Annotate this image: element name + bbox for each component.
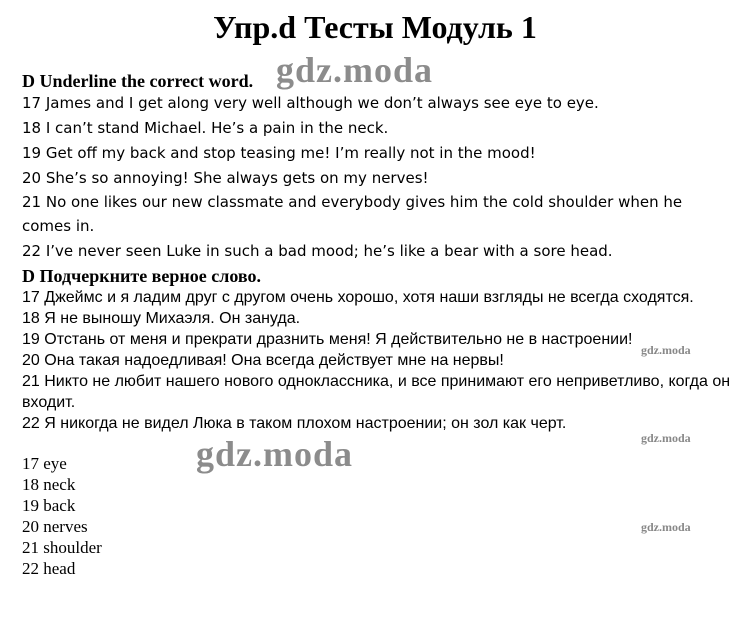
answer-18: 18 neck [22,475,76,494]
russian-heading: D Подчеркните верное слово. [22,266,262,286]
russian-line-18: 18 Я не выношу Михаэля. Он зануда. [22,310,301,327]
answer-19: 19 back [22,496,76,515]
russian-line-19: 19 Отстань от меня и прекрати дразнить меня! Я действительно не в настроении! [22,331,633,348]
english-line-21: 21 No one likes our new classmate and everybody gives him the cold shoulder when he comes in. [22,193,683,235]
watermark-large: gdz.moda [196,434,354,474]
answer-22: 22 head [22,559,76,578]
watermark-small: gdz.moda [641,431,691,445]
english-line-20: 20 She’s so annoying! She always gets on my nerves! [22,169,429,187]
english-line-19: 19 Get off my back and stop teasing me! I’m really not in the mood! [22,144,536,162]
english-line-17: 17 James and I get along very well although we don’t always see eye to eye. [22,94,599,112]
page-title: Упр.d Тесты Модуль 1 [213,9,537,45]
english-heading: D Underline the correct word. [22,71,254,91]
russian-line-21: 21 Никто не любит нашего нового одноклассника, и все принимают его неприветливо, когда он входит. [22,373,731,411]
english-line-18: 18 I can’t stand Michael. He’s a pain in the neck. [22,119,389,137]
russian-line-22: 22 Я никогда не видел Люка в таком плохом настроении; он зол как черт. [22,415,567,432]
watermark-large: gdz.moda [276,50,434,90]
russian-line-17: 17 Джеймс и я ладим друг с другом очень хорошо, хотя наши взгляды не всегда сходятся. [22,289,694,306]
english-line-22: 22 I’ve never seen Luke in such a bad mood; he’s like a bear with a sore head. [22,242,613,260]
answer-21: 21 shoulder [22,538,102,557]
watermark-small: gdz.moda [641,520,691,534]
answer-17: 17 eye [22,454,67,473]
answer-20: 20 nerves [22,517,88,536]
russian-line-20: 20 Она такая надоедливая! Она всегда действует мне на нервы! [22,352,504,369]
watermark-small: gdz.moda [641,343,691,357]
